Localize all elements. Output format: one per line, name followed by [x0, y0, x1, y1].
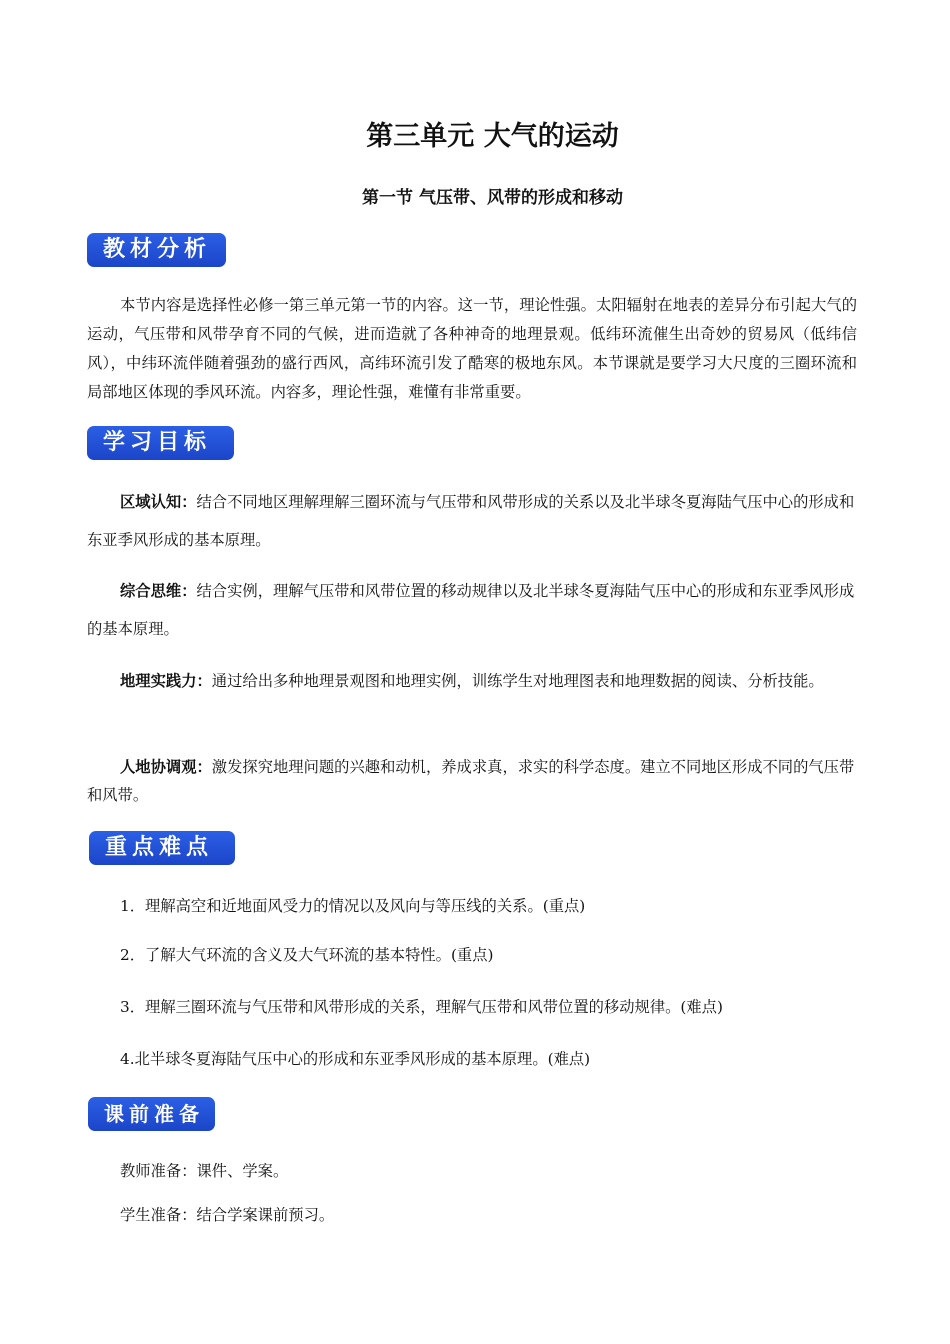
objective-text: 激发探究地理问题的兴趣和动机，养成求真，求实的科学态度。建立不同地区形成不同的气压带和风带。	[87, 758, 855, 804]
key-point-item: 4.北半球冬夏海陆气压中心的形成和东亚季风形成的基本原理。(难点)	[120, 1050, 591, 1068]
objective-label: 综合思维：	[120, 582, 197, 600]
objective-label: 人地协调观：	[120, 758, 212, 776]
objective-text: 结合不同地区理解理解三圈环流与气压带和风带形成的关系以及北半球冬夏海陆气压中心的形成和东亚季风形成的基本原理。	[87, 493, 855, 549]
key-point-item: 2．了解大气环流的含义及大气环流的基本特性。(重点)	[120, 946, 494, 964]
section-subtitle: 第一节 气压带、风带的形成和移动	[362, 188, 623, 208]
objective-item	[87, 753, 865, 809]
badge-textbook-analysis: 教材分析	[87, 233, 226, 267]
badge-key-points: 重点难点	[89, 831, 235, 865]
page-title: 第三单元 大气的运动	[366, 121, 619, 152]
objective-label: 地理实践力：	[120, 672, 212, 690]
objective-item	[87, 483, 865, 559]
key-point-item: 1．理解高空和近地面风受力的情况以及风向与等压线的关系。(重点)	[120, 897, 586, 915]
objective-item	[87, 572, 865, 648]
badge-preparation: 课前准备	[88, 1097, 215, 1131]
objective-text: 结合实例，理解气压带和风带位置的移动规律以及北半球冬夏海陆气压中心的形成和东亚季风形成的基本原理。	[87, 582, 855, 638]
badge-learning-objectives: 学习目标	[87, 426, 234, 460]
objective-item	[87, 662, 865, 700]
objective-text: 通过给出多种地理景观图和地理实例，训练学生对地理图表和地理数据的阅读、分析技能。	[211, 672, 824, 690]
preparation-item: 学生准备：结合学案课前预习。	[120, 1206, 335, 1224]
key-point-item: 3．理解三圈环流与气压带和风带形成的关系，理解气压带和风带位置的移动规律。(难点)	[120, 998, 723, 1016]
objective-label: 区域认知：	[120, 493, 197, 511]
analysis-paragraph: 本节内容是选择性必修一第三单元第一节的内容。这一节，理论性强。太阳辐射在地表的差异分布引起大气的运动，气压带和风带孕育不同的气候，进而造就了各种神奇的地理景观。低纬环流催生出奇妙的贸易风（低纬信风），中纬环流伴随着强劲的盛行西风，高纬环流引发了酷寒的极地东风。本节课就是要学习大尺度的三圈环流和局部地区体现的季风环流。内容多，理论性强，难懂有非常重要。	[87, 296, 857, 401]
preparation-item: 教师准备：课件、学案。	[120, 1162, 289, 1180]
